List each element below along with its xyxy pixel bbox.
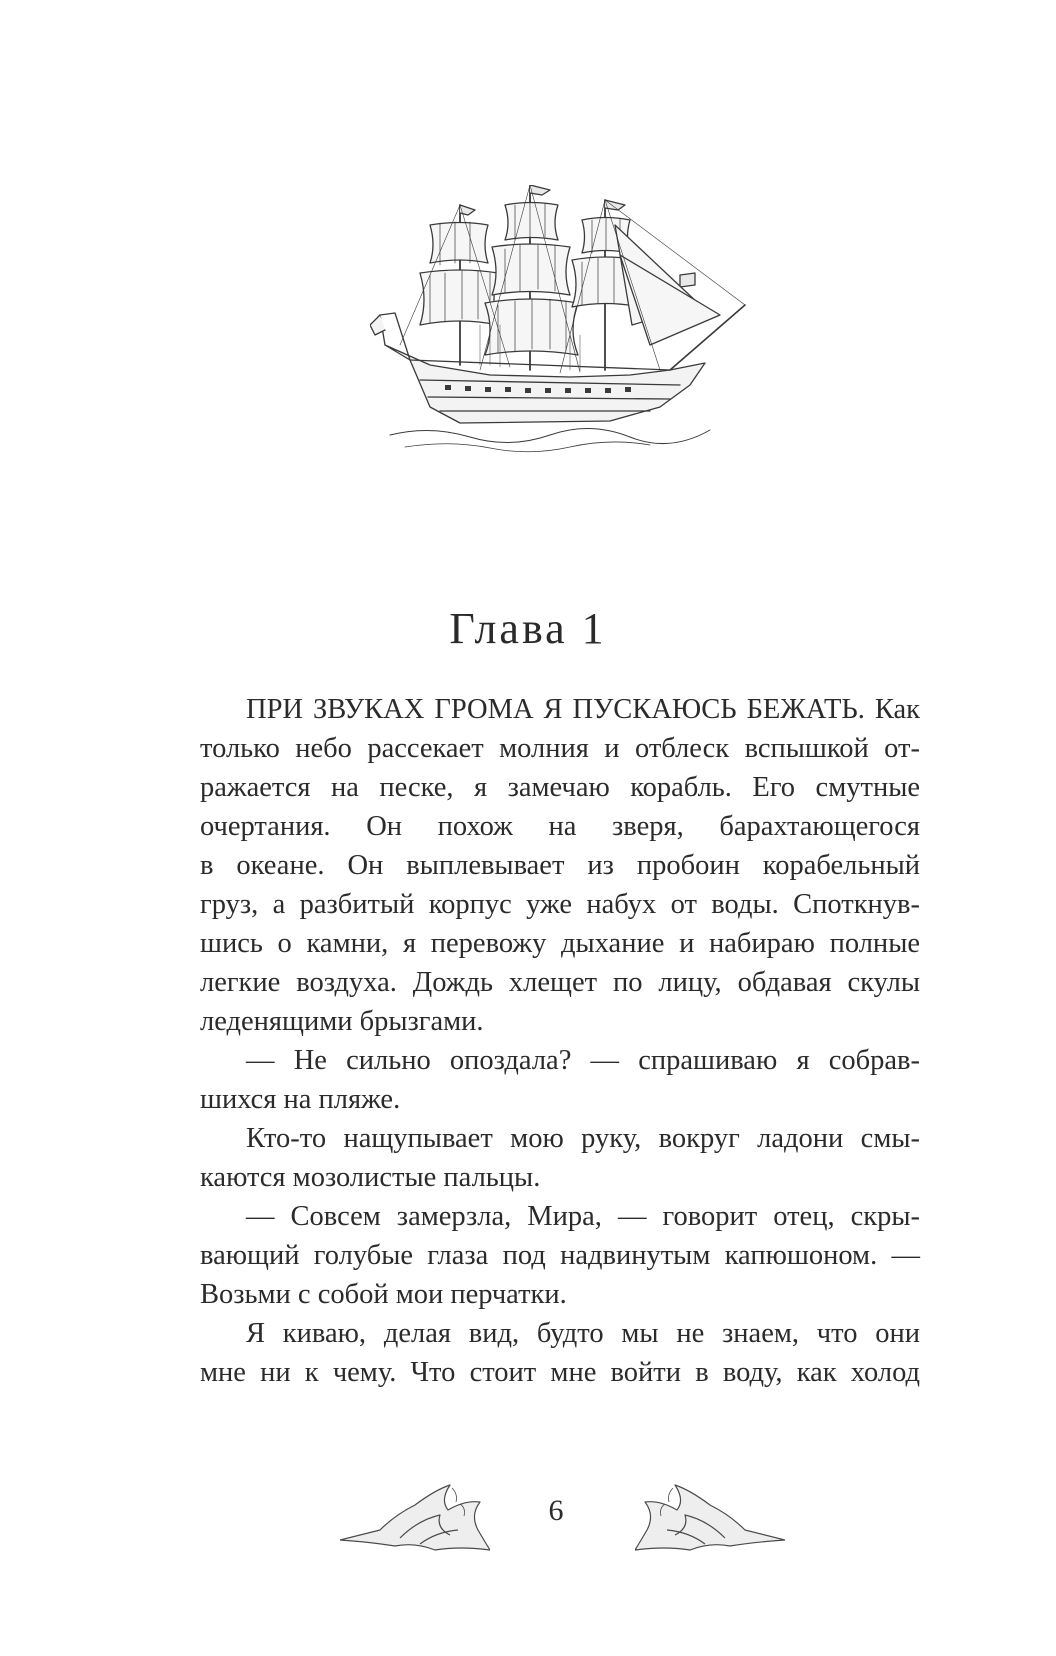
wave-ornament-left [340, 1480, 490, 1558]
text-line: легкие воздуха. Дождь хлещет по лицу, обдавая скулы [200, 967, 920, 998]
text-line: груз, а разбитый корпус уже набух от воды. Споткнув- [200, 889, 920, 920]
text-line: ражается на песке, я замечаю корабль. Его смутные [200, 772, 920, 803]
text-line: вающий голубые глаза под надвинутым капюшоном. — [200, 1240, 920, 1271]
text-line: Я киваю, делая вид, будто мы не знаем, что они [246, 1318, 920, 1349]
text-line: шихся на пляже. [200, 1084, 401, 1115]
page-number: 6 [548, 1494, 564, 1527]
sailing-ship-illustration [370, 185, 750, 470]
chapter-title: Глава 1 [449, 604, 607, 653]
text-line: ПРИ ЗВУКАХ ГРОМА Я ПУСКАЮСЬ БЕЖАТЬ. Как [246, 694, 920, 725]
text-line: каются мозолистые пальцы. [200, 1162, 541, 1193]
text-line: леденящими брызгами. [200, 1006, 484, 1037]
text-line: Возьми с собой мои перчатки. [200, 1279, 567, 1310]
text-line: мне ни к чему. Что стоит мне войти в воду, как холод [200, 1357, 920, 1388]
text-line: в океане. Он выплевывает из пробоин корабельный [200, 850, 920, 881]
text-line: только небо рассекает молния и отблеск вспышкой от- [200, 733, 920, 764]
text-line: — Не сильно опоздала? — спрашиваю я собрав- [246, 1045, 920, 1076]
text-line: Кто-то нащупывает мою руку, вокруг ладони смы- [246, 1123, 920, 1154]
text-line: — Совсем замерзла, Мира, — говорит отец, скры- [246, 1201, 920, 1232]
page-footer [0, 1480, 1056, 1560]
body-text [200, 690, 920, 1392]
text-line: очертания. Он похож на зверя, барахтающегося [200, 811, 920, 842]
text-line: шись о камни, я перевожу дыхание и набираю полные [200, 928, 920, 959]
wave-ornament-right [635, 1480, 785, 1558]
